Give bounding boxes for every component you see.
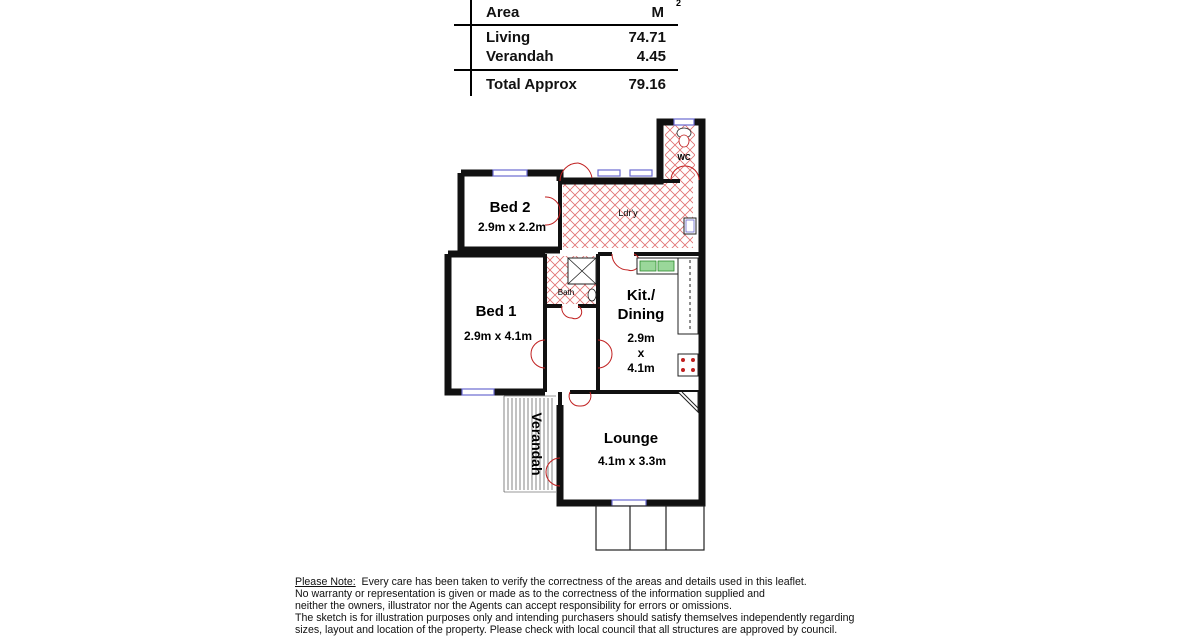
door-bed2 — [545, 197, 560, 211]
room-label-bath: Bath — [557, 288, 575, 297]
disclaimer-line-3: neither the owners, illustrator nor the Agents can accept responsibility for errors or omissions. — [295, 600, 732, 612]
door-bed1 — [531, 340, 545, 354]
room-dims-lounge: 4.1m x 3.3m — [597, 454, 667, 468]
area-row-value: 74.71 — [628, 29, 666, 46]
window-bed2 — [493, 170, 527, 176]
window-laundry-2 — [630, 170, 652, 176]
disclaimer-line-1-text: Every care has been taken to verify the correctness of the areas and details used in this leaflet. — [355, 576, 807, 588]
room-label-kitchen-line1: Kit./ — [626, 287, 656, 304]
room-label-bed1: Bed 1 — [475, 303, 517, 320]
window-wc — [674, 119, 694, 125]
room-label-wc: WC — [677, 153, 691, 162]
disclaimer-line-1 — [295, 576, 915, 588]
area-row-label: Living — [486, 29, 531, 46]
cooktop — [678, 354, 698, 376]
area-header-unit-superscript: 2 — [676, 0, 682, 8]
room-label-bed2: Bed 2 — [489, 199, 531, 216]
window-lounge — [612, 500, 646, 506]
bath-basin — [588, 289, 596, 301]
window-bed1 — [462, 389, 494, 395]
room-label-verandah: Verandah — [529, 412, 545, 476]
lounge-corner-unit — [678, 392, 698, 412]
front-planter — [596, 506, 704, 550]
area-total-label: Total Approx — [486, 76, 577, 93]
room-dims-kitchen-line3: 4.1m — [627, 361, 655, 375]
disclaimer-note-label: Please Note: — [295, 576, 356, 588]
area-total-value: 79.16 — [628, 76, 666, 93]
window-laundry-1 — [598, 170, 620, 176]
room-label-ldry: Ldr'y — [618, 208, 638, 218]
disclaimer-line-5: sizes, layout and location of the property. Please check with local council that all structures are approved by council. — [295, 624, 838, 636]
area-header-label: Area — [486, 4, 520, 21]
door-bath — [562, 306, 572, 318]
kitchen-bench — [678, 258, 698, 334]
room-dims-bed2: 2.9m x 2.2m — [477, 220, 547, 234]
area-row-label: Verandah — [486, 48, 554, 65]
room-dims-kitchen-line1: 2.9m — [627, 331, 655, 345]
area-row-value: 4.45 — [636, 48, 666, 65]
room-label-kitchen-line2: Dining — [617, 306, 665, 323]
room-label-lounge: Lounge — [603, 430, 659, 447]
area-header-unit: M — [651, 4, 664, 21]
room-dims-bed1: 2.9m x 4.1m — [463, 329, 533, 343]
disclaimer — [295, 576, 915, 636]
door-kitchen-hall — [598, 340, 612, 354]
disclaimer-line-2: No warranty or representation is given or made as to the correctness of the information supplied and — [295, 588, 765, 600]
disclaimer-line-4: The sketch is for illustration purposes only and intending purchasers should satisfy themselves independently regarding — [295, 612, 855, 624]
wc-toilet — [679, 135, 689, 147]
door-lounge-hall — [569, 392, 580, 406]
room-dims-kitchen-line2: x — [637, 346, 645, 360]
door-kitchen-laundry — [612, 254, 628, 270]
